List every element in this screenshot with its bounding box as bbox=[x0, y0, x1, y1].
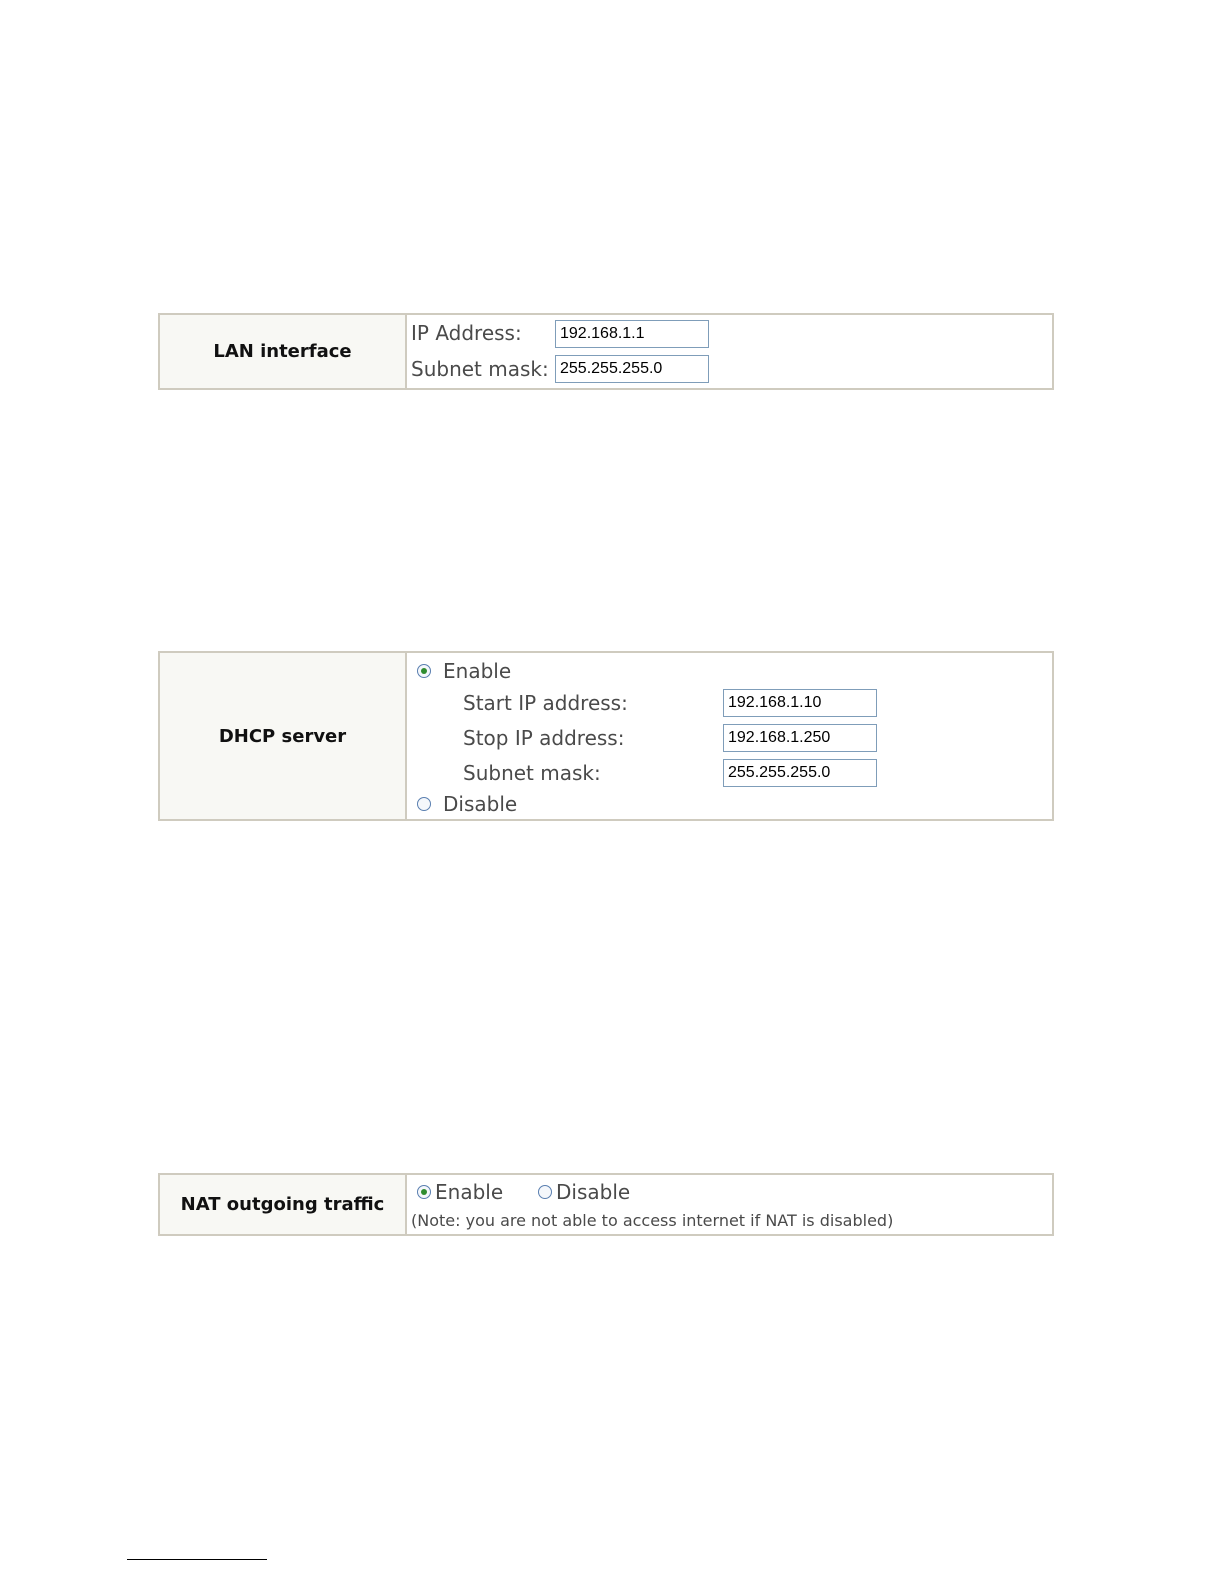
nat-disable-radio[interactable] bbox=[538, 1185, 552, 1199]
nat-enable-option[interactable] bbox=[417, 1180, 503, 1204]
dhcp-server-panel bbox=[158, 651, 1054, 821]
dhcp-enable-label: Enable bbox=[443, 659, 512, 683]
start-ip-label: Start IP address: bbox=[463, 691, 628, 715]
lan-interface-panel bbox=[158, 313, 1054, 390]
nat-outgoing-content bbox=[407, 1175, 1052, 1234]
dhcp-subnet-mask-label: Subnet mask: bbox=[463, 761, 601, 785]
nat-disable-option[interactable] bbox=[538, 1180, 630, 1204]
stop-ip-label: Stop IP address: bbox=[463, 726, 625, 750]
dhcp-enable-radio[interactable] bbox=[417, 664, 431, 678]
nat-enable-radio[interactable] bbox=[417, 1185, 431, 1199]
lan-interface-content bbox=[407, 315, 1052, 388]
nat-outgoing-label: NAT outgoing traffic bbox=[160, 1175, 407, 1234]
lan-subnet-mask-input[interactable] bbox=[555, 355, 709, 383]
radio-selected-dot bbox=[421, 1189, 427, 1195]
dhcp-disable-label: Disable bbox=[443, 792, 518, 816]
lan-interface-label: LAN interface bbox=[160, 315, 407, 388]
start-ip-input[interactable] bbox=[723, 689, 877, 717]
dhcp-enable-option[interactable] bbox=[417, 659, 511, 683]
dhcp-server-content bbox=[407, 653, 1052, 819]
ip-address-label: IP Address: bbox=[411, 321, 522, 345]
stop-ip-input[interactable] bbox=[723, 724, 877, 752]
dhcp-subnet-mask-input[interactable] bbox=[723, 759, 877, 787]
dhcp-server-label: DHCP server bbox=[160, 653, 407, 819]
radio-selected-dot bbox=[421, 668, 427, 674]
footnote-divider bbox=[127, 1559, 267, 1560]
dhcp-disable-radio[interactable] bbox=[417, 797, 431, 811]
nat-note: (Note: you are not able to access internet if NAT is disabled) bbox=[411, 1211, 894, 1230]
nat-disable-label: Disable bbox=[556, 1180, 631, 1204]
nat-outgoing-panel bbox=[158, 1173, 1054, 1236]
lan-subnet-mask-label: Subnet mask: bbox=[411, 357, 549, 381]
dhcp-disable-option[interactable] bbox=[417, 792, 517, 816]
ip-address-input[interactable] bbox=[555, 320, 709, 348]
nat-enable-label: Enable bbox=[435, 1180, 504, 1204]
